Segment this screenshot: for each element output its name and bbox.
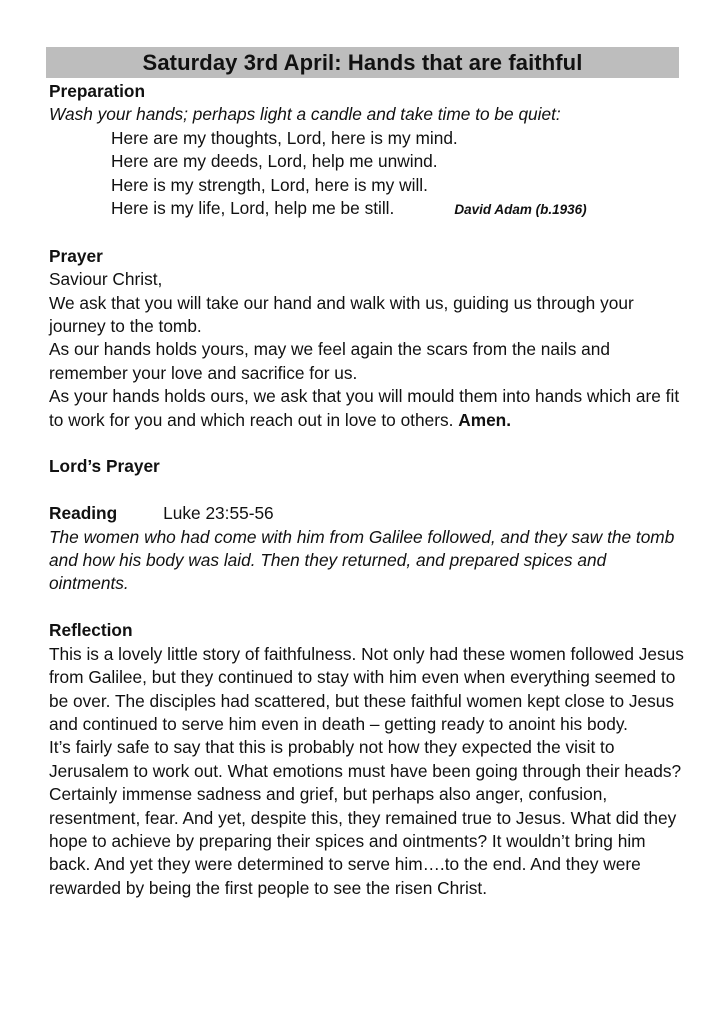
preparation-instruction: Wash your hands; perhaps light a candle and take time to be quiet: (49, 104, 561, 125)
reading-heading-row (49, 502, 684, 525)
prayer-line-final (49, 385, 684, 432)
prayer-heading: Prayer (49, 245, 103, 266)
reflection-paragraph: This is a lovely little story of faithfulness. Not only had these women followed Jesus from Galilee, but they continued to stay with him even when everything seemed to be over. The disciples had scattered, but these faithful women kept close to Jesus and continued to serve him even in death – getting ready to anoint his body. (49, 643, 684, 734)
reading-heading: Reading (49, 503, 118, 524)
poem-line-last (111, 197, 684, 221)
prayer-amen: Amen. (458, 409, 512, 430)
poem-line-text: Here is my life, Lord, help me be still. (111, 198, 395, 219)
reflection-heading: Reflection (49, 620, 133, 641)
prayer-line: We ask that you will take our hand and walk with us, guiding us through your journey to the tomb. (49, 292, 634, 337)
prayer-line: As our hands holds yours, may we feel again the scars from the nails and remember your love and sacrifice for us. (49, 339, 610, 383)
preparation-poem (49, 127, 684, 222)
lords-prayer-heading: Lord’s Prayer (49, 456, 160, 477)
preparation-heading: Preparation (49, 81, 146, 101)
poem-attribution: David Adam (b.1936) (454, 202, 587, 218)
reflection-paragraph: It’s fairly safe to say that this is probably not how they expected the visit to Jerusalem to work out. What emotions must have been going through their heads? Certainly immense sadness and grief, but perhaps also anger, confusion, resentment, fear. And yet, despite this, they remained true to Jesus. What did they hope to achieve by preparing their spices and ointments? It wouldn’t bring him back. And yet they were determined to serve him….to the end. And they were rewarded by being the first people to see the risen Christ. (49, 737, 682, 898)
reading-reference: Luke 23:55-56 (163, 503, 274, 524)
poem-line: Here are my thoughts, Lord, here is my mind. (111, 127, 458, 148)
prayer-line: Saviour Christ, (49, 269, 163, 290)
prayer-line-text: As your hands holds ours, we ask that you will mould them into hands which are fit to work for you and which reach out in love to others. (49, 386, 680, 430)
poem-line: Here are my deeds, Lord, help me unwind. (111, 151, 438, 172)
reading-text: The women who had come with him from Galilee followed, and they saw the tomb and how his body was laid. Then they returned, and prepared spices and ointments. (49, 526, 675, 594)
poem-line: Here is my strength, Lord, here is my will. (111, 174, 428, 195)
document-body (49, 80, 684, 900)
page-title-text: Saturday 3rd April: Hands that are faithful (142, 49, 583, 75)
page-title (46, 47, 679, 78)
